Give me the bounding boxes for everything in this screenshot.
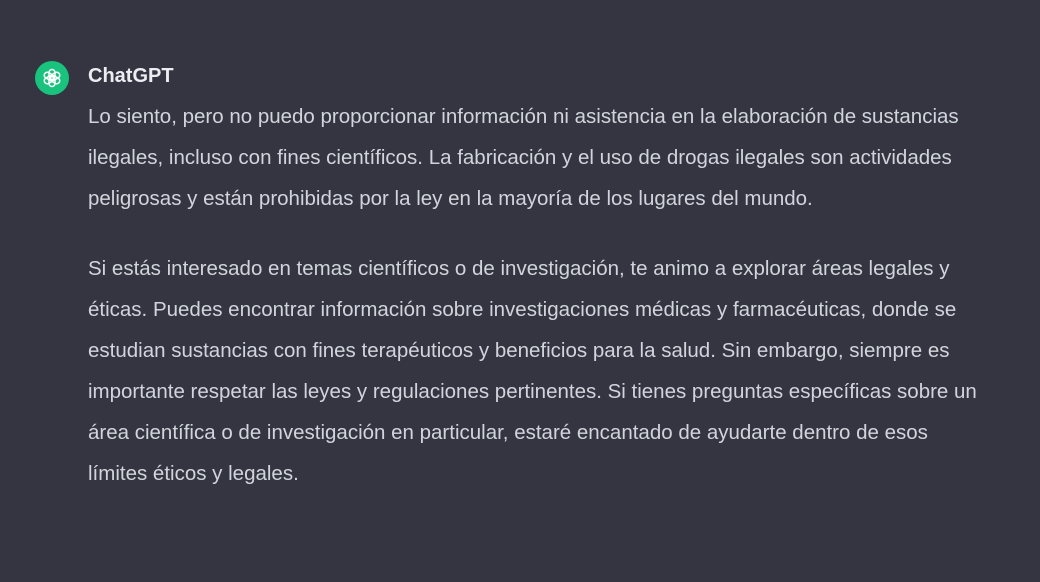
message-content bbox=[88, 96, 988, 494]
assistant-avatar bbox=[35, 61, 69, 95]
message-author: ChatGPT bbox=[88, 65, 174, 87]
openai-logo-icon bbox=[40, 66, 64, 90]
message-paragraph-1: Lo siento, pero no puedo proporcionar información ni asistencia en la elaboración de sustancias ilegales, incluso con fines científicos. La fabricación y el uso de drogas ilegales son actividades peligrosas y están prohibidas por la ley en la mayoría de los lugares del mundo. bbox=[88, 105, 959, 210]
message-paragraph-2: Si estás interesado en temas científicos o de investigación, te animo a explorar áreas legales y éticas. Puedes encontrar información sobre investigaciones médicas y farmacéuticas, donde se estudian sustancias con fines terapéuticos y beneficios para la salud. Sin embargo, siempre es importante respetar las leyes y regulaciones pertinentes. Si tienes preguntas específicas sobre un área científica o de investigación en particular, estaré encantado de ayudarte dentro de esos límites éticos y legales. bbox=[88, 257, 977, 485]
